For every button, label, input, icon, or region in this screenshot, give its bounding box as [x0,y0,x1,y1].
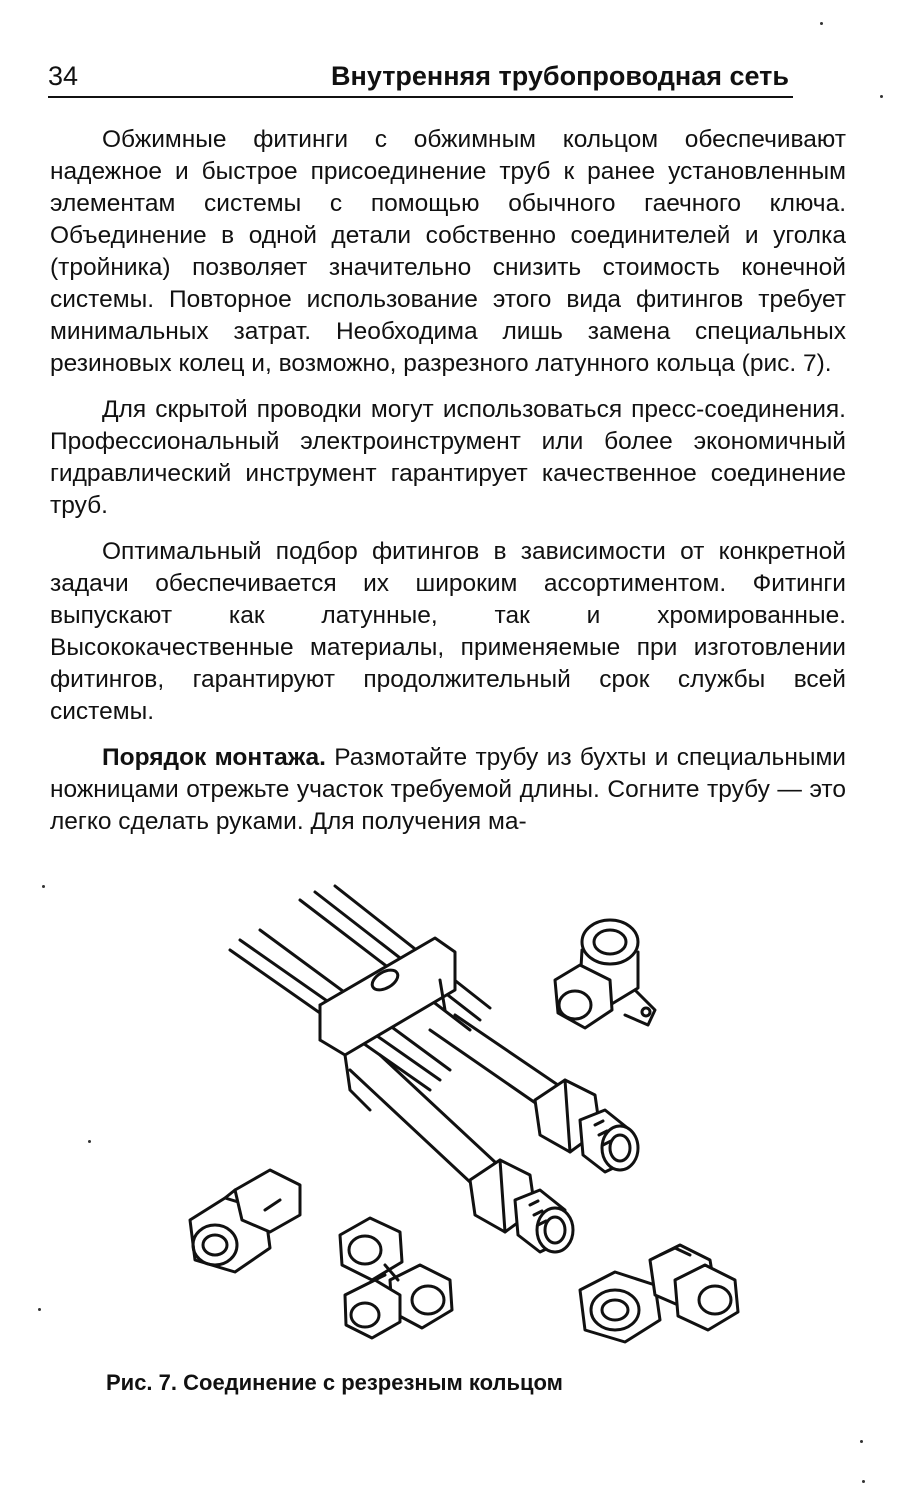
paragraph-2-text: Для скрытой проводки могут использоваться пресс-соединения. Профессиональный электроинструмент или более экономичный гидравлический инструмент гарантирует качественное соединение труб. [50,396,846,519]
section-title: Внутренняя трубопроводная сеть [331,61,789,91]
scan-speck [880,95,883,98]
figure-fittings-illustration [170,880,770,1350]
upper-fitting [535,1080,638,1172]
page-number: 34 [48,61,79,91]
scan-speck [38,1308,41,1311]
scan-speck [42,885,45,888]
body-text [50,124,846,852]
tee-fitting [340,1218,452,1338]
paragraph-3-text: Оптимальный подбор фитингов в зависимости от конкретной задачи обеспечивается их широким ассортиментом. Фитинги выпускают как латунные, так и хромированные. Высококачественные материалы, применяемые при изготовлении фитингов, гарантируют продолжительный срок службы всей системы. [50,538,846,725]
figure-caption: Рис. 7. Соединение с резрезным кольцом [106,1370,563,1395]
elbow-fitting [555,920,655,1028]
paragraph-2 [50,394,846,522]
paragraph-1 [50,124,846,380]
scan-speck [88,1140,91,1143]
mounting-bracket [320,938,455,1110]
paragraph-3 [50,536,846,728]
paragraph-4-text: Размотайте трубу из бухты и специальными ножницами отрежьте участок требуемой длины. Согните трубу — это легко сделать руками. Для получения ма- [50,744,846,835]
scan-speck [820,22,823,25]
lower-fitting [470,1160,573,1252]
paragraph-4 [50,742,846,838]
paragraph-4-lead: Порядок монтажа. [102,744,326,771]
fittings-drawing [170,880,770,1350]
scan-speck [862,1480,865,1483]
scan-speck [860,1440,863,1443]
union-coupling [580,1245,738,1342]
coupling-left [190,1170,300,1272]
running-header [48,62,793,98]
paragraph-1-text: Обжимные фитинги с обжимным кольцом обеспечивают надежное и быстрое присоединение труб к ранее установленным элементам системы с помощью обычного гаечного ключа. Объединение в одной детали собственно соединителей и уголка (тройника) позволяет значительно снизить стоимость конечной системы. Повторное использование этого вида фитингов требует минимальных затрат. Необходима лишь замена специальных резиновых колец и, возможно, разрезного латунного кольца (рис. 7). [50,126,846,377]
